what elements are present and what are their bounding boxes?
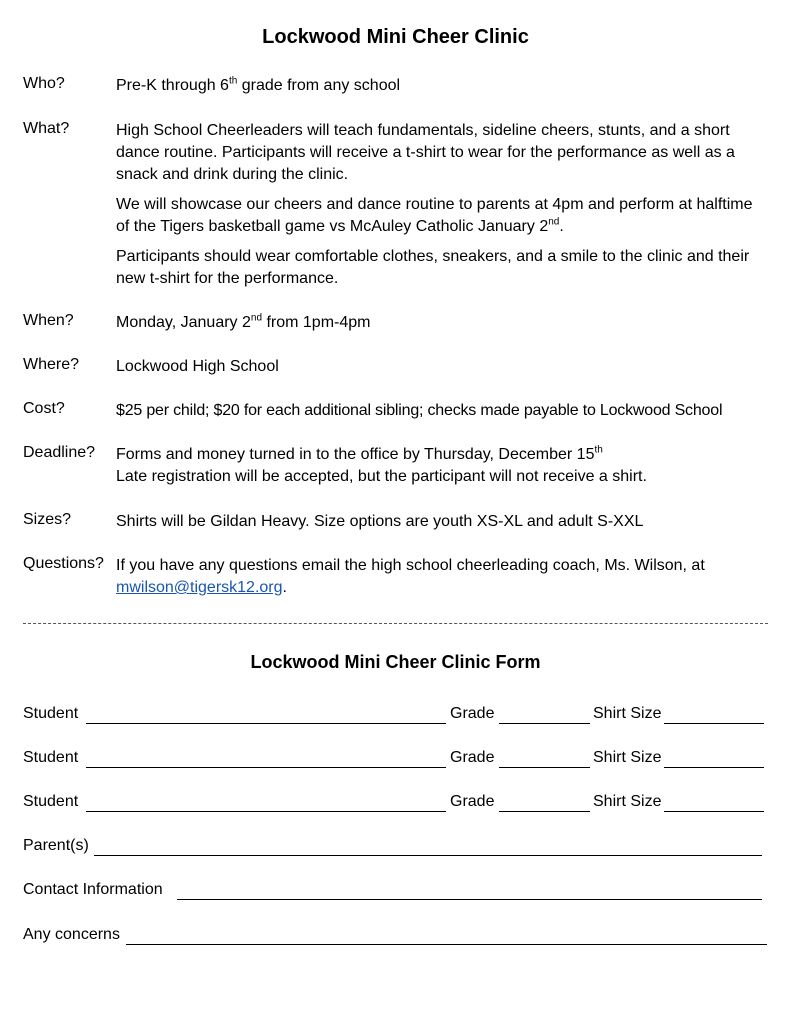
what-paragraph-1: High School Cheerleaders will teach fundamentals, sideline cheers, stunts, and a short dance routine. Participants will receive a t-shirt to wear for the performance as well as a snack and drink during the clinic. — [116, 122, 735, 183]
contact-field[interactable] — [177, 899, 762, 900]
student-row-3 — [23, 793, 768, 817]
page-title: Lockwood Mini Cheer Clinic — [262, 26, 529, 48]
where-text: Lockwood High School — [116, 358, 279, 375]
who-superscript: th — [228, 75, 238, 87]
concerns-field[interactable] — [126, 944, 767, 945]
student-name-field[interactable] — [86, 811, 446, 812]
grade-field[interactable] — [499, 767, 590, 768]
student-row-1 — [23, 705, 768, 729]
when-label: When? — [23, 312, 74, 329]
what-paragraph-2 — [116, 194, 766, 238]
who-text-end: grade from any school — [237, 77, 401, 94]
who-label: Who? — [23, 75, 65, 92]
grade-label: Grade — [450, 705, 495, 722]
parent-field[interactable] — [94, 855, 762, 856]
sizes-label: Sizes? — [23, 511, 72, 528]
grade-label: Grade — [450, 793, 495, 810]
concerns-row — [23, 926, 768, 950]
cut-line-divider — [23, 623, 768, 624]
questions-text — [116, 555, 766, 599]
deadline-line-1 — [116, 444, 766, 466]
shirt-size-field[interactable] — [664, 723, 764, 724]
shirt-size-label: Shirt Size — [593, 705, 662, 722]
when-superscript: nd — [250, 312, 263, 324]
what-paragraph-3: Participants should wear comfortable clothes, sneakers, and a smile to the clinic and their new t-shirt for the performance. — [116, 248, 750, 287]
shirt-size-field[interactable] — [664, 811, 764, 812]
what-paragraph-2-end: . — [559, 218, 564, 235]
cost-label: Cost? — [23, 400, 65, 417]
what-paragraph-2-text: We will showcase our cheers and dance routine to parents at 4pm and perform at halftime of the Tigers basketball game vs McAuley Catholic January 2 — [116, 196, 753, 235]
form-title: Lockwood Mini Cheer Clinic Form — [250, 652, 541, 672]
student-row-2 — [23, 749, 768, 773]
student-label: Student — [23, 705, 79, 722]
when-text — [116, 312, 766, 334]
student-name-field[interactable] — [86, 723, 446, 724]
questions-text-body: If you have any questions email the high school cheerleading coach, Ms. Wilson, at — [116, 557, 705, 574]
what-paragraph-2-superscript: nd — [548, 216, 560, 228]
deadline-superscript: th — [594, 444, 603, 456]
deadline-label: Deadline? — [23, 444, 96, 461]
grade-field[interactable] — [499, 811, 590, 812]
what-text — [116, 120, 766, 298]
deadline-line-2: Late registration will be accepted, but the participant will not receive a shirt. — [116, 468, 647, 485]
concerns-label: Any concerns — [23, 926, 120, 943]
questions-label: Questions? — [23, 555, 104, 572]
student-label: Student — [23, 793, 79, 810]
shirt-size-label: Shirt Size — [593, 749, 662, 766]
parent-label: Parent(s) — [23, 837, 89, 854]
where-label: Where? — [23, 356, 80, 373]
student-name-field[interactable] — [86, 767, 446, 768]
student-label: Student — [23, 749, 79, 766]
grade-label: Grade — [450, 749, 495, 766]
email-link[interactable]: mwilson@tigersk12.org — [116, 579, 283, 596]
what-label: What? — [23, 120, 70, 137]
grade-field[interactable] — [499, 723, 590, 724]
contact-label: Contact Information — [23, 881, 163, 898]
contact-row — [23, 881, 768, 905]
when-text-start: Monday, January 2 — [116, 314, 251, 331]
deadline-line-1-text: Forms and money turned in to the office by Thursday, December 15 — [116, 446, 595, 463]
deadline-text — [116, 444, 766, 488]
who-text-start: Pre-K through 6 — [116, 77, 229, 94]
parent-row — [23, 837, 768, 861]
shirt-size-field[interactable] — [664, 767, 764, 768]
who-text — [116, 75, 766, 97]
questions-text-end: . — [282, 579, 287, 596]
cost-text: $25 per child; $20 for each additional sibling; checks made payable to Lockwood School — [116, 402, 723, 419]
when-text-end: from 1pm-4pm — [262, 314, 371, 331]
sizes-text: Shirts will be Gildan Heavy. Size options are youth XS-XL and adult S-XXL — [116, 513, 644, 530]
shirt-size-label: Shirt Size — [593, 793, 662, 810]
